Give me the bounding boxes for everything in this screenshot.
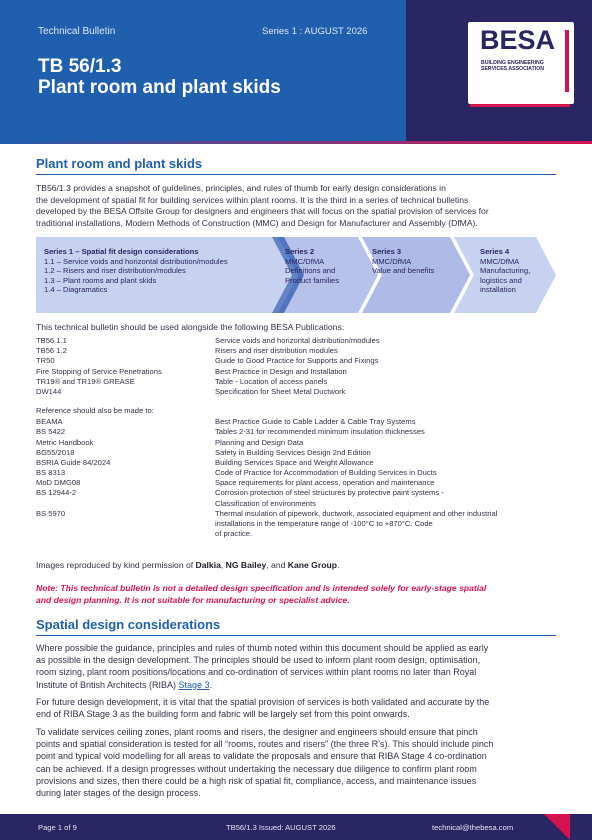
publications-intro: This technical bulletin should be used alongside the following BESA Publications: (36, 322, 345, 332)
text-line: points and spatial consideration is tested for all “rooms, routes and risers” (the three R’s). This should include pinch (36, 739, 494, 750)
publication-row (36, 336, 566, 346)
publication-row (36, 346, 566, 356)
series-2-item: MMC/DfMA (285, 256, 325, 266)
reference-code: BSRIA Guide 84/2024 (36, 457, 111, 467)
text-line: end of RIBA Stage 3 as the building form and fabric will be largely set from this point onwards. (36, 709, 410, 720)
reference-code: BS 5970 (36, 508, 66, 518)
reference-row (36, 438, 566, 448)
series-2-item: Definitions and (285, 266, 336, 276)
series-4-item: MMC/DfMA (480, 256, 520, 266)
series-4-item: installation (480, 285, 516, 295)
publications-list (36, 322, 566, 539)
image-credit (36, 560, 339, 570)
text-line (36, 679, 558, 691)
credit-prefix: Images reproduced by kind permission of (36, 560, 196, 570)
text-line: Where possible the guidance, principles and rules of thumb noted within this document should be applied as early (36, 643, 489, 653)
reference-desc: Tables 2-31 for recommended minimum insulation thicknesses (215, 427, 425, 437)
series-3-title: Series 3 (372, 247, 402, 256)
reference-row (36, 468, 566, 478)
publication-desc: Table - Location of access panels (215, 376, 328, 386)
text-line: room sizing, plant room positions/locations and co-ordination of services within plant rooms no later than Royal (36, 667, 477, 678)
publication-row (36, 377, 566, 387)
section-heading-spatial-design: Spatial design considerations (36, 617, 221, 632)
reference-row (36, 427, 566, 437)
publication-desc: Guide to Good Practice for Supports and Fixings (215, 356, 379, 366)
text-line: can be achieved. If a design progresses without undertaking the necessary due diligence to confirm plant room (36, 763, 477, 774)
reference-code: BEAMA (36, 417, 63, 427)
publication-row (36, 367, 566, 377)
text-segment: Institute of British Architects (RIBA) (36, 679, 179, 690)
reference-desc: Code of Practice for Accommodation of Building Services in Ducts (215, 468, 437, 478)
series-1-item: 1.2 – Risers and riser distribution/modules (44, 266, 186, 276)
series-2-title: Series 2 (285, 247, 315, 256)
series-1-title: Series 1 – Spatial fit design considerations (44, 247, 199, 256)
note-line: Note: This technical bulletin is not a detailed design specification and is intended solely for early-stage spatial (36, 583, 487, 593)
header-divider (0, 141, 592, 144)
text-line: point and typical void modelling for all areas to validate the proposals and ensure that RIBA Stage 4 co-ordination (36, 751, 487, 762)
series-1-label (44, 247, 228, 295)
reference-row (36, 448, 566, 458)
series-1-item: 1.1 – Service voids and horizontal distribution/modules (44, 256, 228, 266)
text-line: To validate services ceiling zones, plant rooms and risers, the designer and engineers should ensure that pinch (36, 727, 478, 737)
publication-code: TB56 1.2 (36, 346, 67, 356)
spacer (36, 397, 566, 406)
besa-logo (468, 22, 574, 104)
paragraph-3 (36, 726, 558, 799)
reference-desc-line: of practice. (215, 529, 253, 539)
note-line: and design planning. It is not suitable for manufacturing or specialist advice. (36, 595, 350, 605)
text-line: traditional installations, Modern Methods of Construction (MMC) and Design for Manufacturer and Assembly (DfMA). (36, 217, 478, 228)
text-line: during later stages of the design process. (36, 788, 201, 799)
intro-paragraph (36, 183, 558, 229)
series-3-item: Value and benefits (372, 266, 435, 276)
reference-desc (215, 509, 555, 540)
reference-desc: Best Practice Guide to Cable Ladder & Cable Tray Systems (215, 417, 416, 427)
reference-code: BS 5422 (36, 427, 66, 437)
document-title: Plant room and plant skids (38, 77, 281, 98)
credit-separator: , and (266, 560, 288, 570)
credit-separator: , (220, 560, 226, 570)
series-4-item: logistics and (480, 275, 522, 285)
text-line: the development of spatial fit for building services within plant rooms. It is the third in a series of technical bulletins (36, 194, 469, 205)
stage-3-link[interactable]: Stage 3 (178, 679, 210, 690)
page-number: Page 1 of 9 (38, 823, 77, 832)
series-1-item: 1.3 – Plant rooms and plant skids (44, 275, 157, 285)
text-line: developed by the BESA Offsite Group for designers and engineers that will focus on the spatial provision of services for (36, 206, 489, 217)
text-line: For future design development, it is vital that the spatial provision of services is both validated and accurate by the (36, 697, 490, 707)
credit-name: Dalkia (195, 560, 221, 570)
series-4-label (480, 247, 530, 295)
reference-desc: Safety in Building Services Design 2nd Edition (215, 447, 371, 457)
logo-subtitle-line: SERVICES ASSOCIATION (481, 66, 545, 73)
paragraph-1 (36, 642, 558, 691)
series-2-label (285, 247, 339, 285)
publication-desc: Service voids and horizontal distribution/modules (215, 336, 380, 345)
references-intro: Reference should also be made to: (36, 406, 154, 416)
publication-code: TB56 1.1 (36, 336, 67, 345)
series-1-item: 1.4 – Diagramatics (44, 285, 108, 295)
text-line: TB56/1.3 provides a snapshot of guidelines, principles, and rules of thumb for early design considerations in (36, 183, 446, 193)
credit-name: Kane Group (287, 560, 337, 570)
publication-desc: Specification for Sheet Metal Ductwork (215, 386, 346, 396)
publication-code: DW144 (36, 386, 62, 396)
logo-wordmark: BESA (480, 25, 556, 55)
reference-desc: Building Services Space and Weight Allowance (215, 457, 374, 467)
reference-row (36, 458, 566, 468)
series-4-item: Manufacturing, (480, 266, 531, 276)
publication-code: TR19® and TR19® GREASE (36, 376, 135, 386)
reference-row (36, 417, 566, 427)
text-line: as possible in the design development. The principles should be used to inform plant room design, optimisation, (36, 655, 481, 666)
credit-name: NG Bailey (225, 560, 267, 570)
paragraph-2 (36, 696, 558, 720)
footer-accent (544, 814, 570, 840)
document-kicker: Technical Bulletin (38, 26, 116, 37)
series-3-item: MMC/DfMA (372, 256, 412, 266)
reference-desc (215, 488, 555, 508)
section-heading-plant-room: Plant room and plant skids (36, 156, 203, 171)
publication-code: Fire Stopping of Service Penetrations (36, 366, 162, 376)
reference-code: BS 12944-2 (36, 488, 77, 498)
logo-underline (470, 104, 570, 107)
reference-desc: Planning and Design Data (215, 437, 304, 447)
publication-desc: Risers and riser distribution modules (215, 346, 338, 356)
publication-code: TR50 (36, 356, 55, 366)
reference-desc-line: Classification of environments (215, 498, 316, 508)
section-rule (36, 635, 556, 636)
reference-code: Metric Handbook (36, 437, 94, 447)
text-segment: . (209, 679, 213, 690)
series-4-title: Series 4 (480, 247, 510, 256)
reference-desc-line: installations in the temperature range of -100°C to +870°C. Code (215, 519, 433, 529)
logo-accent-bar (565, 30, 569, 92)
logo-subtitle (481, 60, 544, 73)
series-date: Series 1 : AUGUST 2026 (262, 26, 368, 37)
reference-desc-line: Thermal insulation of pipework, ductwork, associated equipment and other industrial (215, 508, 498, 518)
issue-info: TB56/1.3 Issued: AUGUST 2026 (226, 823, 336, 832)
text-line: provisions and sizes, then there could be a high risk of spatial fit, compliance, access, and maintenance issues (36, 775, 477, 786)
publication-desc: Best Practice in Design and Installation (215, 366, 347, 376)
reference-row (36, 509, 566, 540)
disclaimer-note (36, 582, 560, 606)
reference-code: BG55/2018 (36, 447, 75, 457)
contact-email[interactable]: technical@thebesa.com (432, 823, 514, 832)
reference-code: MoD DMG08 (36, 478, 81, 488)
reference-desc: Space requirements for plant access, operation and maintenance (215, 478, 435, 488)
publication-row (36, 387, 566, 397)
series-2-item: Product families (285, 275, 340, 285)
reference-row (36, 478, 566, 488)
reference-desc-line: Corrosion protection of steel structures by protective paint systems - (215, 488, 444, 498)
credit-suffix: . (336, 560, 340, 570)
page-header (0, 0, 592, 141)
logo-subtitle-line: BUILDING ENGINEERING (481, 60, 544, 66)
series-3-label (372, 247, 434, 276)
document-number: TB 56/1.3 (38, 56, 122, 77)
reference-row (36, 488, 566, 508)
reference-code: BS 8313 (36, 468, 66, 478)
section-rule (36, 174, 556, 175)
publication-row (36, 356, 566, 366)
